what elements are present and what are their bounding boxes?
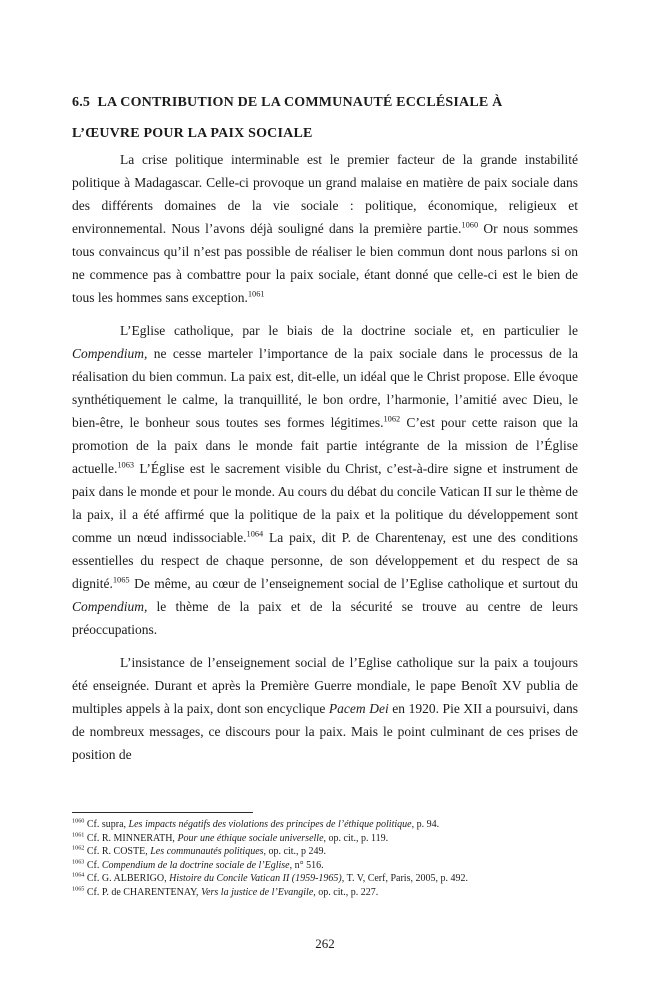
page-number: 262: [315, 936, 335, 951]
italic-text: Les communautés politiques: [150, 846, 264, 857]
body-paragraph: [72, 148, 578, 309]
footnote-ref: 1062: [383, 414, 401, 424]
footnote: [72, 886, 578, 900]
text-run: C’est pour cette raison que la promotion de la paix dans le monde fait partie intégrante de la mission de l’Église actuelle.: [72, 415, 578, 476]
body-paragraph: [72, 319, 578, 641]
footnote-ref: 1061: [247, 289, 265, 299]
italic-text: Compendium,: [72, 346, 148, 361]
section-heading: [72, 87, 578, 149]
footnote: [72, 832, 578, 846]
footnote-ref: 1063: [117, 460, 135, 470]
footnote-ref: 1060: [461, 220, 479, 230]
footnote-ref: 1064: [246, 529, 264, 539]
text-run: Cf. P. de CHARENTENAY,: [84, 886, 202, 898]
text-run: La paix, dit P. de Charentenay, est une des conditions essentielles du respect de chaque personne, de son développement et du respect de sa dignité.: [72, 530, 578, 591]
footnote-ref: 1060: [72, 817, 85, 825]
text-run: Or nous sommes tous convaincus qu’il n’est pas possible de réaliser le bien commun dont nous parlons si on ne commence pas à combattre pour la paix sociale, étant donné que celle-ci est le bien de tous les hommes sans exception.: [72, 221, 578, 305]
footnote-ref: 1063: [72, 858, 85, 866]
italic-text: Compendium de la doctrine sociale de l’Eglise: [101, 859, 290, 871]
footnote: [72, 859, 578, 873]
text-run: De même, au cœur de l’enseignement social de l’Eglise catholique et surtout du: [129, 576, 578, 591]
footnote: [72, 872, 578, 886]
italic-text: Pour une éthique sociale universelle: [177, 832, 324, 844]
section-heading-line1: 6.5 LA CONTRIBUTION DE LA COMMUNAUTÉ ECCLÉSIALE À: [72, 95, 503, 110]
text-run: , T. V, Cerf, Paris, 2005, p. 492.: [341, 873, 468, 884]
italic-text: Compendium,: [72, 599, 148, 614]
text-run: , op. cit., p 249.: [263, 846, 327, 857]
text-run: La crise politique interminable est le premier facteur de la grande instabilité politique à Madagascar. Celle-ci provoque un grand malaise en matière de paix sociale dans des différents domaines de la vie sociale : politique, économique, religieux et environnemental. Nous l’avons déjà souligné dans la première partie.: [72, 152, 578, 236]
footnote-separator: [72, 812, 253, 813]
text-run: Cf. R. MINNERATH,: [84, 832, 178, 844]
text-run: ne cesse marteler l’importance de la paix sociale dans le processus de la réalisation du bien commun. La paix est, dit-elle, un idéal que le Christ propose. Elle évoque synthétiquement le calme, la tranquillité, le bon ordre, l’harmonie, l’amitié avec Dieu, le bien-être, le bonheur sous toutes ses formes légitimes.: [72, 346, 578, 430]
body-paragraph: [72, 651, 578, 766]
body-text: [72, 148, 578, 776]
text-run: L’Église est le sacrement visible du Christ, c’est-à-dire signe et instrument de paix dans le monde et pour le monde. Au cours du débat du concile Vatican II sur le thème de la paix, il a été affirmé que la politique de la paix et la politique du développement sont comme un nœud indissociable.: [72, 461, 578, 545]
section-heading-line2: L’ŒUVRE POUR LA PAIX SOCIALE: [72, 126, 313, 141]
footnote-ref: 1062: [72, 844, 85, 852]
text-run: , op. cit., p. 119.: [323, 832, 389, 844]
italic-text: Pacem Dei: [328, 701, 389, 716]
italic-text: Vers la justice de l’Evangile: [201, 886, 314, 898]
footnote: [72, 845, 578, 859]
italic-text: Les impacts négatifs des violations des principes de l’éthique politique: [128, 819, 412, 830]
footnote: [72, 818, 578, 832]
text-run: Cf. R. COSTE,: [84, 846, 151, 857]
text-run: Cf. supra,: [84, 819, 129, 830]
text-run: , p. 94.: [411, 819, 440, 830]
text-run: Cf.: [84, 859, 102, 871]
italic-text: Histoire du Concile Vatican II (1959-1965): [169, 873, 342, 884]
text-run: le thème de la paix et de la sécurité se trouve au centre de leurs préoccupations.: [72, 599, 578, 637]
footnotes-section: [72, 812, 578, 899]
footnote-ref: 1065: [72, 885, 85, 893]
text-run: en 1920. Pie XII a poursuivi, dans de nombreux messages, ce discours pour la paix. Mais le point culminant de ces prises de position de: [72, 701, 578, 762]
text-run: , op. cit., p. 227.: [313, 886, 379, 898]
text-run: , n° 516.: [289, 859, 324, 871]
text-run: L’Eglise catholique, par le biais de la doctrine sociale et, en particulier le: [120, 323, 578, 338]
footnote-ref: 1061: [72, 831, 85, 839]
footnote-ref: 1064: [72, 871, 85, 879]
text-run: L’insistance de l’enseignement social de l’Eglise catholique sur la paix a toujours été enseignée. Durant et après la Première Guerre mondiale, le pape Benoît XV publia de multiples appels à la paix, dont son encyclique: [72, 655, 578, 716]
footnote-ref: 1065: [112, 575, 130, 585]
text-run: Cf. G. ALBERIGO,: [84, 873, 170, 884]
